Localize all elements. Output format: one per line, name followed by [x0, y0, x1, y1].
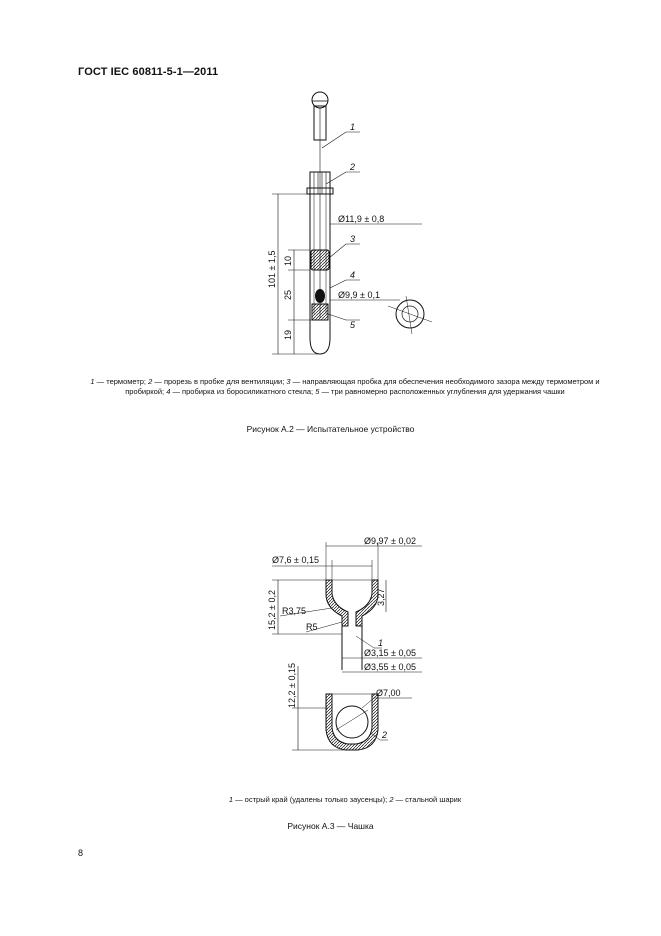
legend-text: — термометр; [94, 377, 149, 386]
fig-a3-callout-1: 1 [378, 638, 384, 648]
fig-a3-callout-2: 2 [382, 730, 388, 740]
fig-a2-callout-3: 3 [350, 234, 356, 244]
figure-a2-drawing [250, 88, 440, 360]
document-header: ГОСТ IEC 60811-5-1—2011 [78, 66, 219, 78]
fig-a2-dim-tube: Ø9,9 ± 0,1 [338, 290, 380, 300]
figure-a3-drawing [262, 534, 432, 762]
legend-num: 5 [315, 387, 320, 396]
legend-num: 2 [148, 377, 153, 386]
fig-a3-dim-outer: Ø9,97 ± 0,02 [364, 536, 416, 546]
legend-text: — прорезь в пробке для вентиляции; [152, 377, 287, 386]
fig-a3-dim-neck1: Ø3,15 ± 0,05 [364, 648, 416, 658]
legend-text: — острый край (удалены только заусенцы); [233, 795, 390, 804]
figure-a2-caption: Рисунок А.2 — Испытательное устройство [246, 424, 415, 434]
legend-num: 1 [90, 377, 95, 386]
fig-a2-dim-10: 10 [283, 255, 293, 266]
legend-num: 3 [286, 377, 291, 386]
page-number: 8 [78, 848, 84, 858]
legend-text: — стальной шарик [393, 795, 462, 804]
legend-text: — направляющая пробка для обеспечения необходимого зазора между термометром и пробиркой; [125, 377, 600, 396]
figure-a2-legend [80, 377, 610, 397]
fig-a2-callout-2: 2 [350, 162, 356, 172]
fig-a2-callout-5: 5 [350, 320, 356, 330]
fig-a3-dim-inner: Ø7,6 ± 0,15 [272, 555, 319, 565]
fig-a2-callout-4: 4 [350, 270, 356, 280]
fig-a3-dim-r1: R3,75 [282, 606, 307, 616]
fig-a3-dim-htotal: 15,2 ± 0,2 [267, 590, 277, 630]
fig-a2-dim-25: 25 [283, 289, 293, 300]
legend-num: 1 [228, 795, 233, 804]
fig-a3-dim-neck2: Ø3,55 ± 0,05 [364, 662, 416, 672]
figure-a3-caption: Рисунок А.3 — Чашка [287, 821, 374, 831]
fig-a2-callout-1: 1 [350, 122, 356, 132]
fig-a3-dim-htop: 3,27 [376, 588, 386, 606]
fig-a2-dim-total: 101 ± 1,5 [267, 250, 277, 288]
legend-text: — три равномерно расположенных углубления для удержания чашки [319, 387, 565, 396]
figure-a3-legend [80, 795, 610, 805]
fig-a2-dim-guide: Ø11,9 ± 0,8 [338, 214, 385, 224]
fig-a2-dim-19: 19 [283, 329, 293, 340]
legend-num: 4 [166, 387, 171, 396]
legend-num: 2 [389, 795, 394, 804]
fig-a3-dim-hball: 12,2 ± 0,15 [287, 663, 297, 708]
fig-a3-dim-ball: Ø7,00 [376, 688, 401, 698]
fig-a3-dim-r2: R5 [306, 622, 318, 632]
legend-text: — пробирка из боросиликатного стекла; [170, 387, 316, 396]
